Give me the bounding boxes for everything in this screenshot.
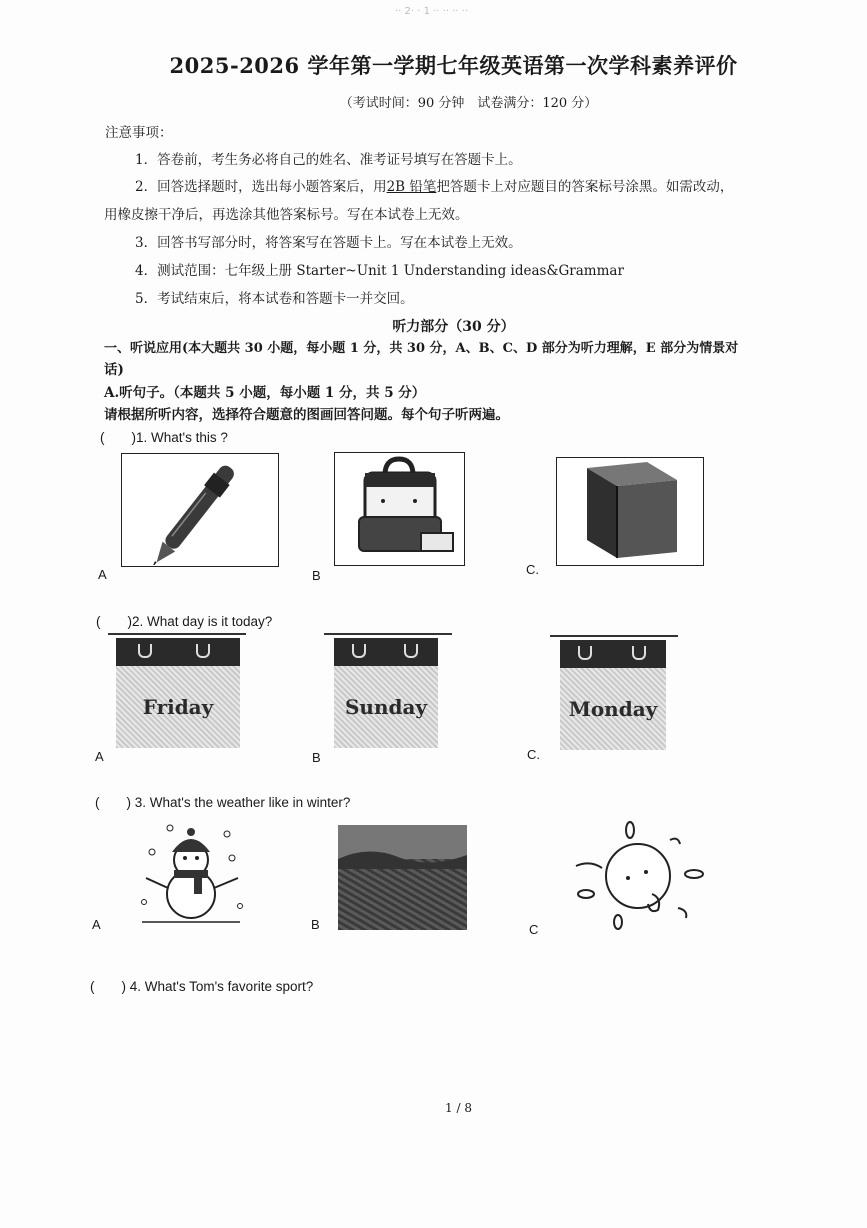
page-number: 1 / 8: [445, 1101, 472, 1115]
calendar-b: [324, 630, 452, 752]
part1-line1: 一、听说应用(本大题共 30 小题，每小题 1 分，共 30 分，A、B、C、D 部分为听力理解，E 部分为情景对: [104, 341, 739, 356]
notice-item-1: 1．答卷前，考生务必将自己的姓名、准考证号填写在答题卡上。: [135, 152, 522, 168]
part-a-instruction: 请根据所听内容，选择符合题意的图画回答问题。每个句子听两遍。: [104, 407, 509, 423]
option-1c-label: C.: [526, 562, 539, 577]
question-3: ( ) 3. What's the weather like in winter?: [95, 795, 351, 810]
calendar-c: [550, 632, 680, 754]
question-4: ( ) 4. What's Tom's favorite sport?: [90, 979, 314, 994]
option-3b-picture: [338, 825, 467, 930]
section-title: 听力部分（30 分）: [392, 319, 515, 335]
calendar-b-day: Sunday: [334, 666, 438, 748]
notice-item-2-cont: 用橡皮擦干净后，再选涂其他答案标号。写在本试卷上无效。: [104, 207, 469, 223]
option-3a-label: A: [92, 917, 101, 932]
notice-item-5: 5．考试结束后，将本试卷和答题卡一并交回。: [135, 291, 414, 307]
notice-item-4: 4．测试范围：七年级上册 Starter~Unit 1 Understanding ideas&Grammar: [135, 263, 624, 279]
exam-info: （考试时间：90 分钟 试卷满分：120 分）: [339, 96, 598, 111]
option-3b-label: B: [311, 917, 320, 932]
option-3a-picture: [132, 822, 250, 930]
notice-item-2: [135, 175, 733, 195]
option-2b-label: B: [312, 750, 321, 765]
calendar-a: [108, 630, 248, 752]
option-2c-label: C.: [527, 747, 540, 762]
option-2a-label: A: [95, 749, 104, 764]
backpack-icon: [335, 453, 463, 564]
pen-icon: [122, 454, 277, 565]
part1-line2: 话): [104, 362, 124, 378]
notice-item-2-b: 把答题卡上对应题目的答案标号涂黑。如需改动，: [436, 179, 734, 195]
rainy-landscape-icon: [338, 825, 467, 930]
option-1b-label: B: [312, 568, 321, 583]
calendar-c-day: Monday: [560, 668, 666, 750]
option-3c-label: C: [529, 922, 539, 937]
option-1b-picture: [334, 452, 465, 566]
notice-item-3: 3．回答书写部分时，将答案写在答题卡上。写在本试卷上无效。: [135, 235, 522, 251]
option-3c-picture: [566, 818, 710, 930]
calendar-a-day: Friday: [116, 666, 240, 748]
notice-item-2-a: 2．回答选择题时，选出每小题答案后，用: [135, 179, 387, 195]
question-1: ( )1. What's this ?: [100, 430, 228, 445]
header-mark: ·· 2· · 1 ·· ·· ·· ··: [395, 6, 469, 17]
pencil-term: 2B 铅笔: [386, 179, 437, 195]
option-1a-label: A: [98, 567, 107, 582]
option-1a-picture: [121, 453, 279, 567]
option-1c-picture: [556, 457, 704, 566]
part-a-title: A.听句子。（本题共 5 小题，每小题 1 分，共 5 分）: [104, 385, 426, 401]
notice-heading: 注意事项：: [105, 125, 173, 141]
book-icon: [557, 458, 702, 564]
sun-icon: [566, 818, 710, 930]
question-2: ( )2. What day is it today?: [96, 614, 273, 629]
page-title: 2025-2026 学年第一学期七年级英语第一次学科素养评价: [169, 53, 738, 78]
snowman-icon: [132, 822, 250, 930]
